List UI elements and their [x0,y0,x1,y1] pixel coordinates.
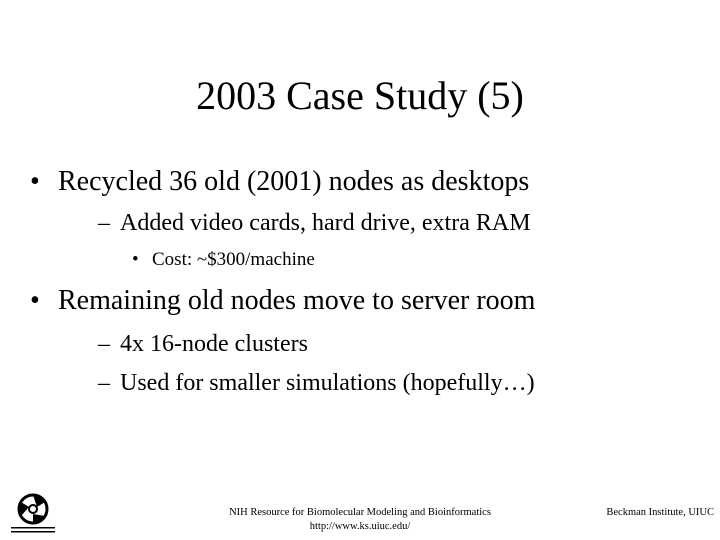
bullet-marker: • [30,285,40,316]
beckman-institute-logo-icon [8,492,58,536]
bullet-level2 [98,208,531,238]
bullet-level3 [132,248,315,272]
bullet-level2 [98,329,308,359]
bullet-text: Cost: ~$300/machine [152,249,315,270]
bullet-text: Recycled 36 old (2001) nodes as desktops [58,166,530,197]
footer-center [200,506,520,534]
footer-url: http://www.ks.uiuc.edu/ [309,521,411,532]
bullet-marker: • [132,249,139,270]
footer-resource-name: NIH Resource for Biomolecular Modeling and Bioinformatics [229,507,491,518]
bullet-marker: • [30,166,40,197]
bullet-marker: – [98,370,110,396]
bullet-text: Added video cards, hard drive, extra RAM [120,210,531,236]
bullet-level2 [98,368,535,398]
bullet-text: Remaining old nodes move to server room [58,285,536,316]
bullet-marker: – [98,210,110,236]
slide-title: 2003 Case Study (5) [196,73,524,118]
bullet-level1 [30,283,535,319]
bullet-text: Used for smaller simulations (hopefully…) [120,370,535,396]
bullet-marker: – [98,331,110,357]
bullet-level1 [30,164,529,200]
bullet-text: 4x 16-node clusters [120,331,308,357]
footer-institute: Beckman Institute, UIUC [606,507,714,518]
